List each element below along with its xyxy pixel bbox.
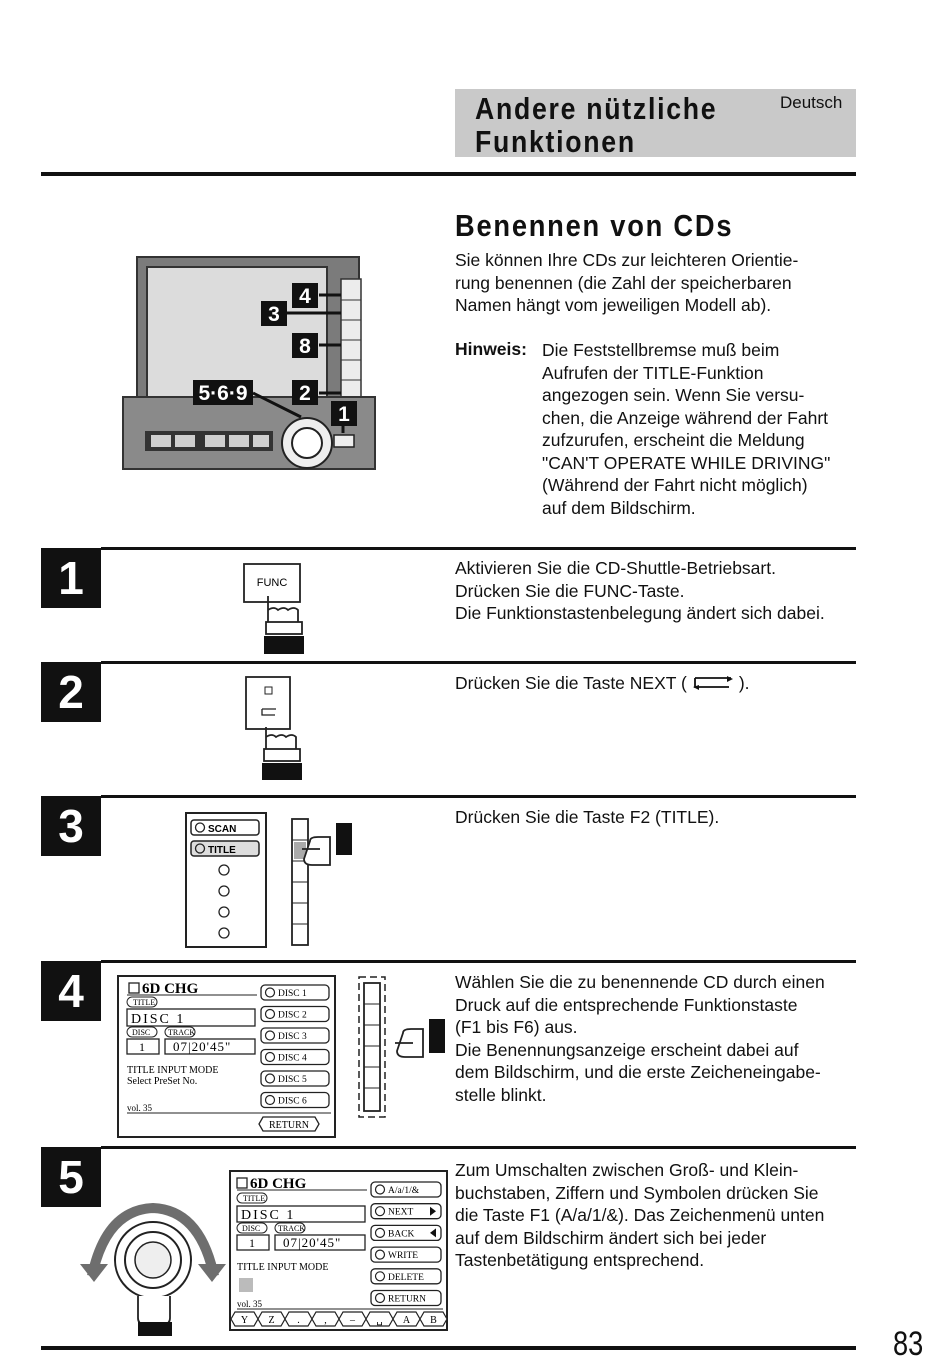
screen5-char-cell-5 <box>339 1312 366 1326</box>
screen4-disc-button-label: DISC 2 <box>278 1010 307 1021</box>
screen4-disc-button-label: DISC 6 <box>278 1096 307 1107</box>
screen4-disc-button-1 <box>261 985 329 1000</box>
step-4-text: Wählen Sie die zu benennende CD durch einen Druck auf die entsprechende Funktionstaste (F1 bis F6) aus. Die Benennungsanzeige erscheint dabei auf dem Bildschirm, und die erste Zeicheneingabe- stelle blinkt. <box>455 972 825 1105</box>
screen4-disc-tag: DISC <box>132 1028 151 1037</box>
screen4-mode-line2: Select PreSet No. <box>127 1076 198 1087</box>
screen5-char-cell-4 <box>312 1312 339 1326</box>
step-2-number: 2 <box>41 662 101 722</box>
screen5-function-button-label: WRITE <box>388 1251 419 1262</box>
section-title: Benennen von CDs <box>455 208 734 243</box>
next-arrows-icon <box>687 675 739 691</box>
screen5-title-tag: TITLE <box>243 1194 266 1203</box>
screen5-mode-line1: TITLE INPUT MODE <box>237 1262 329 1273</box>
scan-button-label: SCAN <box>208 824 237 835</box>
callout-5-6-9: 5·6·9 <box>198 382 248 405</box>
screen5-track-tag: TRACK <box>278 1224 306 1233</box>
footer-rule <box>41 1346 856 1350</box>
screen4-time: 07|20'45" <box>173 1039 232 1054</box>
screen5-function-button-6 <box>371 1291 441 1306</box>
screen5-char-cell-6 <box>366 1312 393 1326</box>
screen4-disc-value: 1 <box>139 1040 145 1054</box>
note-label: Hinweis: <box>455 339 527 359</box>
screen5-char-cell-3 <box>285 1312 312 1326</box>
note-text: Die Feststellbremse muß beim Aufrufen der TITLE-Funktion angezogen sein. Wenn Sie versu- chen, die Anzeige während der Fahrt zufzurufen, erscheint die Meldung "CAN'T OPERATE WHILE DRIVING" (Während der Fahrt nicht möglich) auf dem Bildschirm. <box>542 340 831 518</box>
screen5-function-button-3 <box>371 1225 441 1240</box>
screen5-char-label: A <box>402 1315 411 1326</box>
screen5-function-button-1 <box>371 1182 441 1197</box>
screen4-disc-button-6 <box>261 1093 329 1108</box>
screen4-disc-name: DISC 1 <box>131 1012 186 1027</box>
func-button-figure <box>240 562 310 657</box>
header-rule <box>41 172 856 176</box>
screen-title-input <box>229 1170 449 1332</box>
step-3-rule <box>101 795 856 798</box>
device-illustration <box>115 255 380 475</box>
screen5-char-cell-2 <box>258 1312 285 1326</box>
screen4-vol: vol. 35 <box>127 1103 153 1113</box>
screen5-char-label: ␣ <box>376 1315 383 1326</box>
step-5-rule <box>101 1146 856 1149</box>
intro-text: Sie können Ihre CDs zur leichteren Orientie- rung benennen (die Zahl der speicherbaren Namen hängt vom jeweiligen Modell ab). <box>455 250 799 315</box>
screen5-disc-name: DISC 1 <box>241 1208 296 1223</box>
step-2-rule <box>101 661 856 664</box>
callout-3: 3 <box>268 303 280 326</box>
screen4-disc-button-5 <box>261 1071 329 1086</box>
language-label: Deutsch <box>780 93 843 112</box>
screen-select-disc <box>117 975 337 1139</box>
next-button-figure <box>244 675 310 783</box>
blinking-cursor <box>239 1278 253 1292</box>
callout-8: 8 <box>299 335 311 358</box>
step-1-text: Aktivieren Sie die CD-Shuttle-Betriebsart. Drücken Sie die FUNC-Taste. Die Funktionstastenbelegung ändert sich dabei. <box>455 558 825 623</box>
screen5-char-label: . <box>297 1315 300 1326</box>
screen5-char-label: B <box>430 1315 437 1326</box>
screen5-disc-tag: DISC <box>242 1224 261 1233</box>
step-2-text <box>455 672 750 695</box>
screen5-char-cell-8 <box>420 1312 447 1326</box>
screen5-function-button-label: RETURN <box>388 1294 426 1305</box>
function-keys-figure <box>357 975 457 1121</box>
screen5-header: 6D CHG <box>250 1176 307 1192</box>
screen4-disc-button-4 <box>261 1050 329 1065</box>
callout-4: 4 <box>299 285 311 308</box>
screen4-disc-button-2 <box>261 1007 329 1022</box>
screen4-title-tag: TITLE <box>133 998 156 1007</box>
step-3-text: Drücken Sie die Taste F2 (TITLE). <box>455 807 720 827</box>
screen5-function-button-label: BACK <box>388 1229 415 1240</box>
screen4-disc-button-label: DISC 1 <box>278 989 307 999</box>
screen5-function-button-5 <box>371 1269 441 1284</box>
step-5-text: Zum Umschalten zwischen Groß- und Klein- buchstaben, Ziffern und Symbolen drücken Sie die Taste F1 (A/a/1/&). Das Zeichenmenü unten auf dem Bildschirm ändert sich bei jeder Tastenbetätigung entsprechend. <box>455 1160 825 1270</box>
screen4-disc-button-label: DISC 3 <box>278 1032 307 1042</box>
step-4-number: 4 <box>41 961 101 1021</box>
screen5-function-button-label: NEXT <box>388 1207 414 1218</box>
screen5-char-label: – <box>350 1315 355 1326</box>
step-2-text-before: Drücken Sie die Taste NEXT ( <box>455 673 687 693</box>
screen5-function-button-4 <box>371 1247 441 1262</box>
step-2-text-after: ). <box>738 673 750 693</box>
callout-1: 1 <box>338 403 350 426</box>
screen4-disc-button-3 <box>261 1028 329 1043</box>
title-button-figure <box>184 811 359 951</box>
page-number: 83 <box>893 1325 924 1362</box>
screen4-header: 6D CHG <box>142 981 199 997</box>
screen5-char-cell-1 <box>231 1312 258 1326</box>
screen4-return: RETURN <box>269 1120 309 1131</box>
step-4-rule <box>101 960 856 963</box>
step-1-number: 1 <box>41 548 101 608</box>
screen5-char-label: Z <box>268 1315 275 1326</box>
screen4-disc-button-label: DISC 4 <box>278 1053 307 1064</box>
step-5-number: 5 <box>41 1147 101 1207</box>
title-button-label: TITLE <box>208 845 236 856</box>
screen4-track-tag: TRACK <box>168 1028 196 1037</box>
step-1-rule <box>101 547 856 550</box>
rotary-knob-figure <box>78 1198 228 1340</box>
screen5-char-label: Y <box>240 1315 249 1326</box>
screen5-char-cell-7 <box>393 1312 420 1326</box>
screen5-char-label: , <box>324 1315 327 1326</box>
callout-2: 2 <box>299 382 311 405</box>
screen5-function-button-label: A/a/1/& <box>388 1186 420 1196</box>
step-3-number: 3 <box>41 796 101 856</box>
screen5-vol: vol. 35 <box>237 1299 263 1309</box>
chapter-title: Andere nützliche Funktionen <box>475 91 718 159</box>
screen5-function-button-label: DELETE <box>388 1272 424 1283</box>
screen4-disc-button-label: DISC 5 <box>278 1075 307 1085</box>
func-button-label: FUNC <box>256 577 288 589</box>
screen5-time: 07|20'45" <box>283 1235 342 1250</box>
screen5-function-button-2 <box>371 1204 441 1219</box>
screen5-disc-value: 1 <box>249 1236 255 1250</box>
screen4-mode-line1: TITLE INPUT MODE <box>127 1065 219 1076</box>
